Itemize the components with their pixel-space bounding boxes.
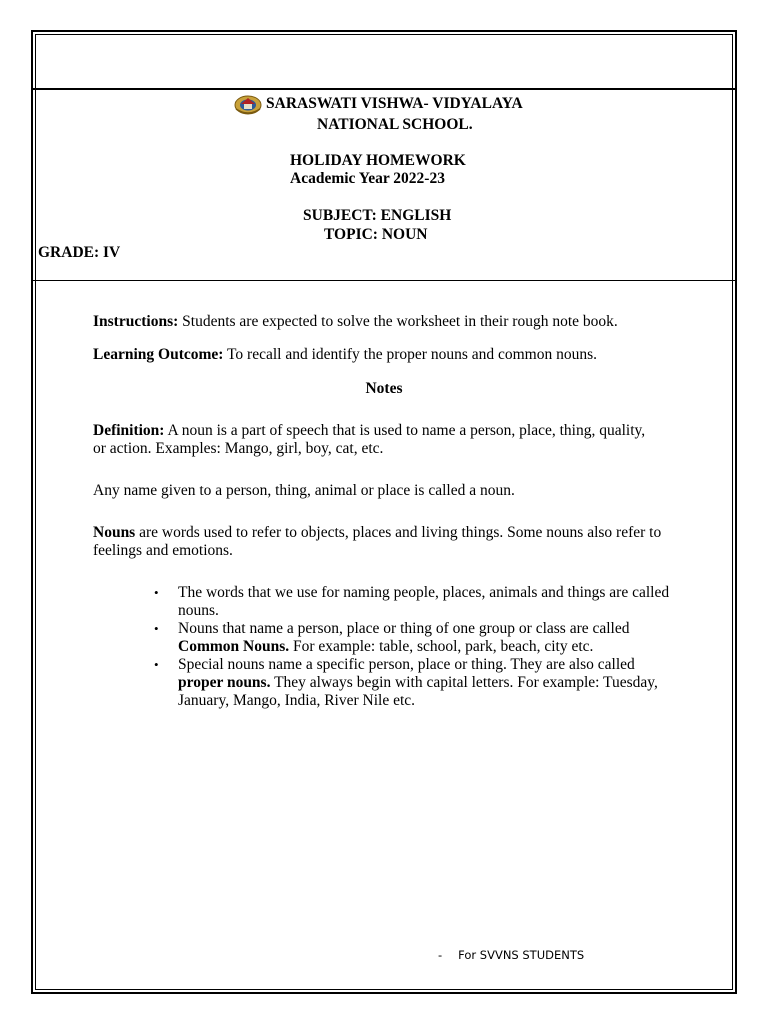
- nouns-label: Nouns: [93, 524, 136, 541]
- subject: SUBJECT: ENGLISH: [303, 207, 452, 224]
- school-crest-icon: [232, 93, 264, 115]
- school-subtitle: NATIONAL SCHOOL.: [317, 116, 473, 133]
- nouns-paragraph: [93, 524, 668, 560]
- school-name-line: [232, 93, 523, 115]
- instructions-label: Instructions:: [93, 313, 179, 330]
- bullet-3-pre: Special nouns name a specific person, place or thing. They are also called: [178, 656, 635, 673]
- instructions: [93, 313, 693, 331]
- footer-dash: -: [438, 948, 443, 962]
- bullet-3-post: They always begin with capital letters. For example: Tuesday, January, Mango, India, River Nile etc.: [178, 674, 658, 709]
- learning-outcome-text: To recall and identify the proper nouns and common nouns.: [223, 346, 598, 363]
- school-name: SARASWATI VISHWA- VIDYALAYA: [266, 95, 523, 112]
- academic-year: Academic Year 2022-23: [290, 170, 445, 187]
- noun-bullet-list: [178, 584, 678, 710]
- nouns-text: are words used to refer to objects, places and living things. Some nouns also refer to feelings and emotions.: [93, 524, 662, 559]
- list-item: [178, 656, 678, 710]
- bullet-1-text: The words that we use for naming people, places, animals and things are called nouns.: [178, 584, 670, 619]
- definition: [93, 422, 653, 458]
- definition-text: A noun is a part of speech that is used to name a person, place, thing, quality, or action. Examples: Mango, girl, boy, cat, etc.: [93, 422, 646, 457]
- footer-text: For SVVNS STUDENTS: [458, 948, 585, 962]
- bullet-2-post: For example: table, school, park, beach, city etc.: [289, 638, 594, 655]
- grade: GRADE: IV: [38, 244, 121, 261]
- bullet-3-bold: proper nouns.: [178, 674, 271, 691]
- bullet-2-bold: Common Nouns.: [178, 638, 290, 655]
- learning-outcome-label: Learning Outcome:: [93, 346, 224, 363]
- homework-title: HOLIDAY HOMEWORK: [290, 152, 466, 169]
- any-name-paragraph: Any name given to a person, thing, animal or place is called a noun.: [93, 482, 515, 499]
- footer: [438, 948, 584, 962]
- bullet-2-pre: Nouns that name a person, place or thing of one group or class are called: [178, 620, 630, 637]
- list-item: [178, 620, 678, 656]
- instructions-text: Students are expected to solve the worksheet in their rough note book.: [178, 313, 618, 330]
- definition-label: Definition:: [93, 422, 165, 439]
- list-item: [178, 584, 678, 620]
- topic: TOPIC: NOUN: [324, 226, 428, 243]
- notes-title: Notes: [365, 380, 403, 397]
- learning-outcome: [93, 346, 693, 364]
